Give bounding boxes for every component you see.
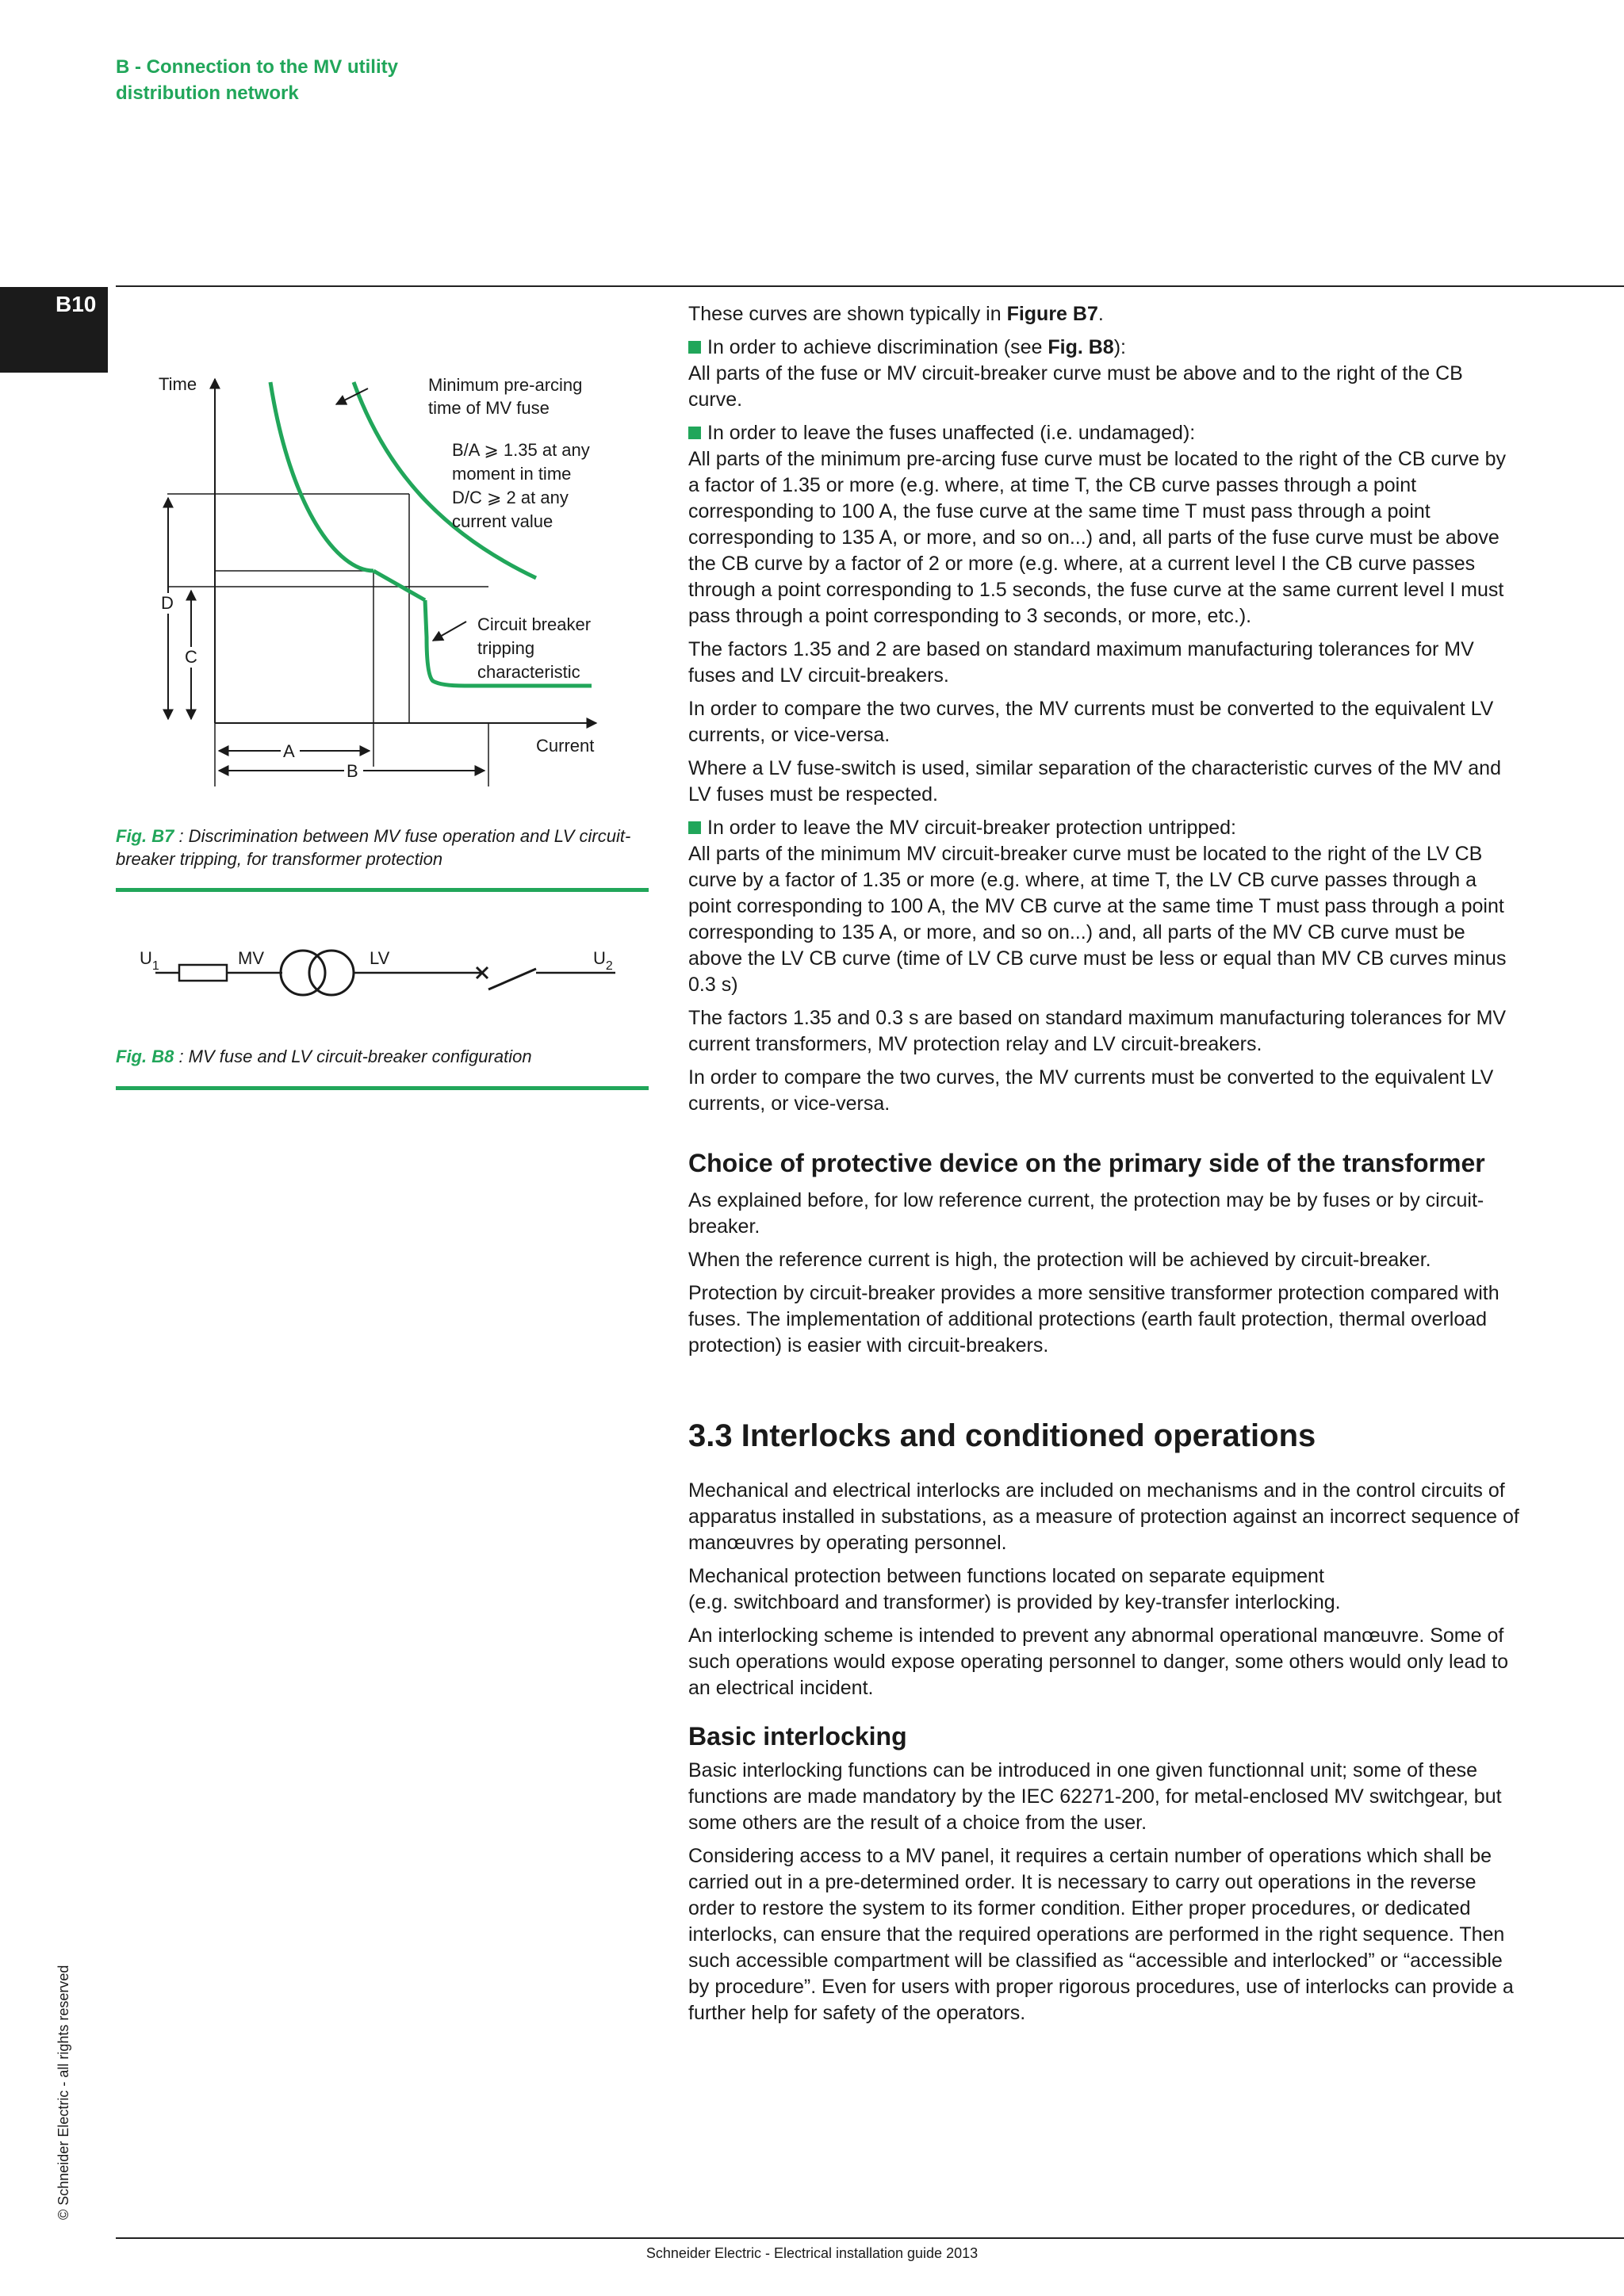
choice-paragraph-3: Protection by circuit-breaker provides a more sensitive transformer protection compared with fuses. The implementation of additional protections (earth fault protection, thermal overload protection) is easier with circuit-breakers.: [688, 1282, 1500, 1357]
fuse-switch-paragraph: Where a LV fuse-switch is used, similar separation of the characteristic curves of the MV and LV fuses must be respected.: [688, 757, 1501, 806]
section-heading: 3.3 Interlocks and conditioned operations: [688, 1418, 1316, 1453]
intro-paragraph: These curves are shown typically in Figure B7.: [688, 303, 1104, 325]
mv-fuse-curve: [270, 382, 373, 571]
u1-label: $U_1$: [140, 948, 159, 973]
compare2-paragraph: In order to compare the two curves, the MV currents must be converted to the equivalent LV currents, or vice-versa.: [688, 1066, 1494, 1115]
header-rule: [116, 285, 1624, 287]
bullet-discrimination: In order to achieve discrimination (see Fig. B8): All parts of the fuse or MV circuit-breaker curve must be above and to the right of the CB curve.: [688, 336, 1463, 411]
chapter-title-line2: distribution network: [116, 82, 299, 104]
bullet-mv-cb-untripped: In order to leave the MV circuit-breaker protection untripped: All parts of the minimum MV circuit-breaker curve must be located to the right of the LV CB curve by a factor of 1.35 or more (e.g. where, at time T, the LV CB curve passes through a point corresponding to 100 A, the MV CB curve at the same time T must pass through a point corresponding to 135 A, or more, and so on...) and, all parts of the MV CB curve must be above the LV CB curve (time of LV CB curve must be less or equal than MV CB curves minus 0.3 s): [688, 817, 1507, 996]
chapter-title-line1: B - Connection to the MV utility: [116, 56, 398, 78]
cb-leader: [433, 622, 466, 641]
basic-paragraph-2: Considering access to a MV panel, it requires a certain number of operations which shall be carried out in a pre-determined order. It is necessary to carry out operations in the reverse order to restore the system to its former condition. Either proper procedures, or dedicated interlocks, can ensure that the required operations are performed in the right sequence. Then such accessible compartment will be classified as “accessible and interlocked” or “accessible by procedure”. Even for users with proper rigorous procedures, use of interlocks can provide a further help for safety of the operators.: [688, 1845, 1514, 2024]
main-text-column: [688, 301, 1521, 2034]
fig-b8-diagram: [116, 936, 655, 1007]
page-number: B10: [56, 292, 97, 316]
basic-interlocking-heading: Basic interlocking: [688, 1722, 907, 1751]
mv-fuse-symbol: [179, 965, 227, 981]
fuse-label-line1: Minimum pre-arcing: [428, 375, 583, 395]
fig-b7-caption: [116, 825, 655, 871]
lv-label: LV: [370, 948, 390, 968]
lv-cb-blade: [488, 969, 536, 989]
ratio-label-line4: current value: [452, 511, 553, 531]
fuse-label-line2: time of MV fuse: [428, 398, 550, 418]
interlock-paragraph-2: Mechanical protection between functions located on separate equipment (e.g. switchboard and transformer) is provided by key-transfer interlocking.: [688, 1565, 1341, 1613]
footer-rule: [116, 2237, 1624, 2239]
mv-label: MV: [238, 948, 264, 968]
factors2-paragraph: The factors 1.35 and 0.3 s are based on standard maximum manufacturing tolerances for MV current transformers, MV protection relay and LV circuit-breakers.: [688, 1007, 1507, 1055]
compare-paragraph: In order to compare the two curves, the MV currents must be converted to the equivalent LV currents, or vice-versa.: [688, 698, 1494, 746]
interlock-paragraph-1: Mechanical and electrical interlocks are included on mechanisms and in the control circuits of apparatus installed in substations, as a measure of protection against an incorrect sequence of manœuvres by operating personnel.: [688, 1479, 1519, 1554]
cb-label-line1: Circuit breaker: [477, 614, 592, 634]
footer-text: Schneider Electric - Electrical installation guide 2013: [645, 2245, 979, 2261]
fig-b8-caption-text: : MV fuse and LV circuit-breaker configuration: [174, 1047, 532, 1066]
fig-b7-ref: Fig. B7: [116, 826, 174, 846]
page-number-tab: [0, 287, 108, 373]
cb-label-line2: tripping: [477, 638, 535, 658]
choice-paragraph-2: When the reference current is high, the protection will be achieved by circuit-breaker.: [688, 1249, 1431, 1271]
u2-label: $U_2$: [593, 948, 613, 973]
ratio-label-line1: B/A ⩾ 1.35 at any: [452, 440, 590, 460]
current-axis-label: Current: [536, 736, 595, 756]
dim-d-label: D: [161, 593, 174, 613]
bullet-fuses-unaffected: In order to leave the fuses unaffected (i.e. undamaged): All parts of the minimum pre-arcing fuse curve must be located to the right of the CB curve by a factor of 1.35 or more (e.g. where, at time T, the CB curve passes through a point corresponding to 100 A, the fuse curve at the same time T must pass through a point corresponding to 135 A, or more, and so on...) and, all parts of the fuse curve must be above the CB curve by a factor of 2 or more (e.g. where, at a current level I the CB curve passes through a point corresponding to 1.5 seconds, the fuse curve at the same current level I must pass through a point corresponding to 3 seconds, or more, etc.).: [688, 422, 1507, 627]
copyright-notice: © Schneider Electric - all rights reserved: [56, 1965, 71, 2220]
transformer-secondary-winding: [309, 951, 354, 995]
fig-b8-caption: [116, 1045, 655, 1068]
choice-paragraph-1: As explained before, for low reference current, the protection may be by fuses or by circuit-breaker.: [688, 1189, 1484, 1238]
fig-b7-chart: [116, 366, 655, 794]
cb-label-line3: characteristic: [477, 662, 580, 682]
dim-c-label: C: [185, 647, 197, 667]
time-axis-label: Time: [159, 374, 197, 394]
fig-b7-caption-text: : Discrimination between MV fuse operation and LV circuit-breaker tripping, for transformer protection: [116, 826, 631, 869]
cb-curve-upper: [373, 571, 425, 600]
factors-paragraph: The factors 1.35 and 2 are based on standard maximum manufacturing tolerances for MV fuses and LV circuit-breakers.: [688, 638, 1474, 687]
chapter-title: [116, 54, 512, 106]
dim-a-label: A: [283, 741, 295, 761]
choice-heading: Choice of protective device on the primary side of the transformer: [688, 1149, 1485, 1177]
fig-b8-rule: [116, 1086, 649, 1090]
transformer-primary-winding: [281, 951, 325, 995]
fig-b8-ref: Fig. B8: [116, 1047, 174, 1066]
ratio-label-line2: moment in time: [452, 464, 572, 484]
ratio-label-line3: D/C ⩾ 2 at any: [452, 488, 569, 507]
interlock-paragraph-3: An interlocking scheme is intended to prevent any abnormal operational manœuvre. Some of such operations would expose operating personnel to danger, some others would only lead to an electrical incident.: [688, 1624, 1509, 1699]
basic-paragraph-1: Basic interlocking functions can be introduced in one given functionnal unit; some of these functions are made mandatory by the IEC 62271-200, for metal-enclosed MV switchgear, but some others are the result of a choice from the user.: [688, 1759, 1502, 1834]
dim-b-label: B: [347, 761, 358, 781]
fig-b7-rule: [116, 888, 649, 892]
